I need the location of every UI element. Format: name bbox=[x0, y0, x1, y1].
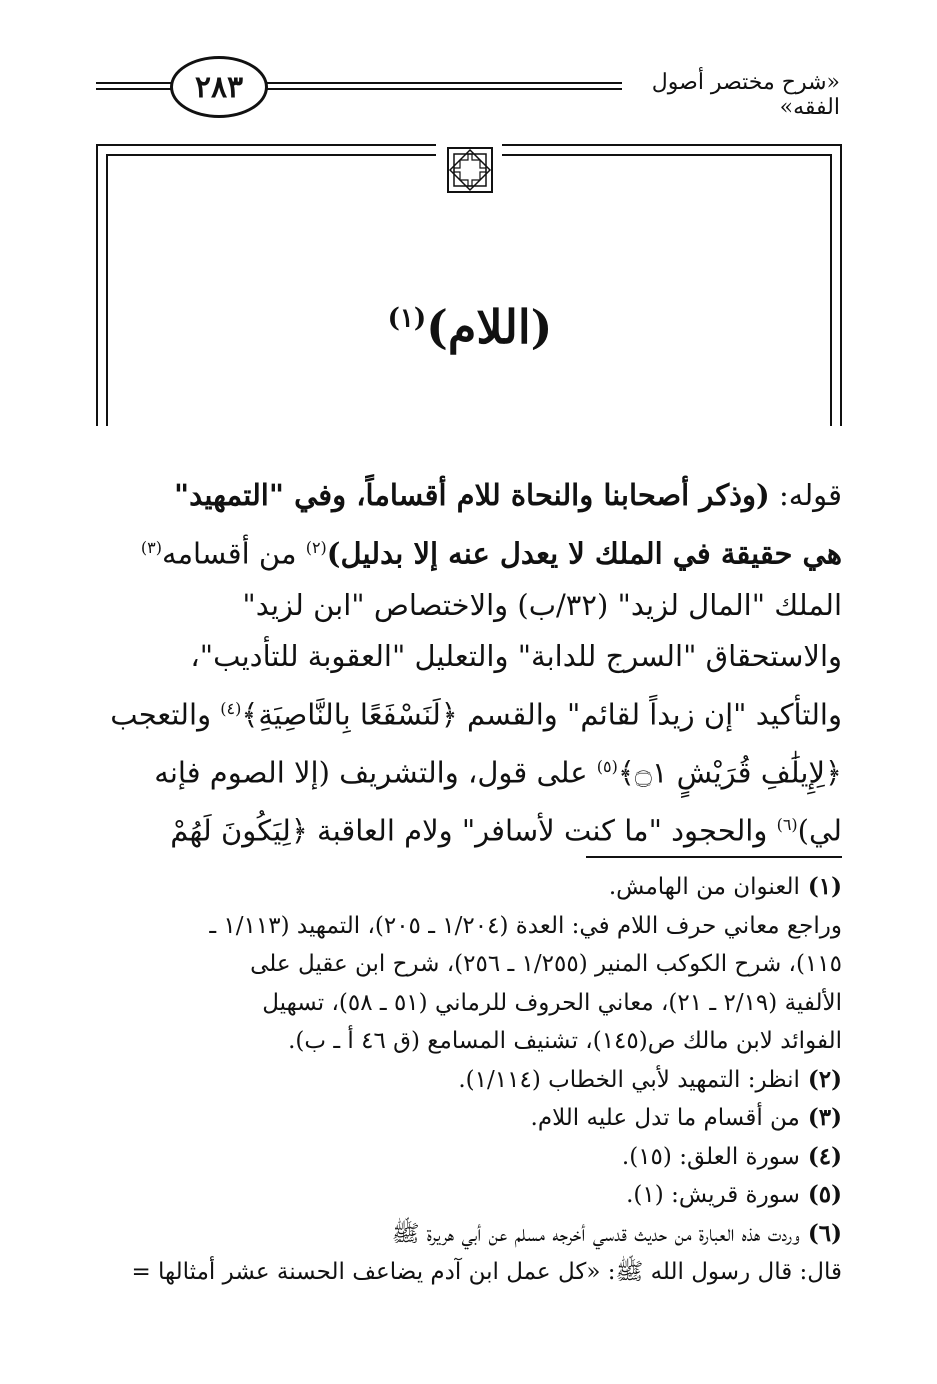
body-line bbox=[96, 683, 842, 741]
body-segment: والتعجب bbox=[110, 697, 221, 732]
body-line bbox=[96, 799, 842, 857]
footnote-number: (٣) bbox=[807, 1104, 842, 1131]
chapter-title-text: (اللام) bbox=[426, 300, 553, 354]
footnote-text: انظر: التمهيد لأبي الخطاب (١/١١٤). bbox=[458, 1066, 800, 1093]
footnote-5 bbox=[96, 1176, 842, 1215]
body-segment: والتأكيد "إن زيداً لقائم" والقسم ﴿لَنَسْفَعًا بِالنَّاصِيَةِ﴾ bbox=[241, 697, 842, 732]
footnote-ref: (٤) bbox=[220, 698, 242, 718]
body-line bbox=[96, 522, 842, 580]
footnote-6-line: قال: قال رسول الله ﷺ: «كل عمل ابن آدم يضاعف الحسنة عشر أمثالها = bbox=[131, 1259, 842, 1285]
footnote-ref: (٢) bbox=[305, 537, 327, 557]
footnote-number: (١) bbox=[807, 873, 842, 900]
body-segment: والحجود "ما كنت لأسافر" ولام العاقبة ﴿لِيَكُونَ لَهُمْ bbox=[170, 813, 777, 848]
footnote-text: سورة العلق: (١٥). bbox=[621, 1143, 800, 1170]
footnote-ref: (٥) bbox=[596, 756, 618, 776]
footnote-6 bbox=[96, 1215, 842, 1254]
body-line: الملك "المال لزيد" (٣٢/ب) والاختصاص "ابن لزيد" bbox=[242, 587, 842, 622]
frame-top-left-inner bbox=[108, 154, 436, 156]
body-segment: من أقسامه bbox=[161, 536, 306, 571]
quoted-text: هي حقيقة في الملك لا يعدل عنه إلا بدليل) bbox=[326, 536, 842, 571]
frame-right-outer bbox=[840, 144, 842, 426]
chapter-title bbox=[240, 300, 700, 354]
frame-left-inner bbox=[106, 154, 108, 426]
footnote-number: (٢) bbox=[807, 1065, 842, 1093]
body-text bbox=[96, 470, 842, 857]
footnote-ref: (٦) bbox=[776, 814, 798, 834]
footnote-4 bbox=[96, 1138, 842, 1177]
footnote-1-line: وراجع معاني حرف اللام في: العدة (١/٢٠٤ ـ ٢٠٥)، التمهيد (١/١١٣ ـ bbox=[209, 912, 842, 939]
running-title: «شرح مختصر أصول الفقه» bbox=[651, 70, 840, 120]
frame-right-inner bbox=[830, 154, 832, 426]
header-rule-middle bbox=[262, 82, 622, 90]
page-number: ٢٨٣ bbox=[170, 56, 268, 118]
footnotes bbox=[96, 868, 842, 1292]
header-rule-left bbox=[96, 82, 172, 90]
body-segment: لي) bbox=[797, 813, 842, 848]
footnote-text: العنوان من الهامش. bbox=[608, 874, 800, 900]
body-line: والاستحقاق "السرج للدابة" والتعليل "العقوبة للتأديب"، bbox=[190, 639, 842, 674]
footnote-2 bbox=[96, 1061, 842, 1100]
footnote-number: (٥) bbox=[807, 1181, 842, 1208]
body-segment: على قول، والتشريف (إلا الصوم فإنه bbox=[154, 755, 597, 790]
frame-left-outer bbox=[96, 144, 98, 426]
footnote-number: (٦) bbox=[807, 1219, 842, 1247]
frame-top-right-inner bbox=[502, 154, 830, 156]
footnote-ref: (٣) bbox=[140, 537, 162, 557]
body-line bbox=[96, 741, 842, 799]
quoted-text: (وذكر أصحابنا والنحاة للام أقساماً، وفي "التمهيد" bbox=[174, 478, 770, 512]
footnote-number: (٤) bbox=[807, 1142, 842, 1170]
footnote-1 bbox=[96, 868, 842, 907]
footnote-text: وردت هذه العبارة من حديث قدسي أخرجه مسلم عن أبي هريرة ﷺ bbox=[391, 1220, 800, 1247]
footnote-text: سورة قريش: (١). bbox=[626, 1182, 800, 1208]
body-segment: قوله: bbox=[769, 478, 842, 512]
ornament-icon bbox=[440, 140, 500, 200]
footnote-text: من أقسام ما تدل عليه اللام. bbox=[530, 1105, 800, 1131]
footnote-separator bbox=[586, 856, 842, 858]
footnote-1-line: الفوائد لابن مالك ص(١٤٥)، تشنيف المسامع (ق ٤٦ أ ـ ب). bbox=[288, 1028, 842, 1054]
chapter-footnote-ref: (١) bbox=[387, 303, 427, 334]
frame-top-left-outer bbox=[96, 144, 436, 146]
quran-verse: ﴿لِإِيلَٰفِ قُرَيْشٍ ۝١﴾ bbox=[617, 755, 842, 790]
frame-top-right-outer bbox=[502, 144, 842, 146]
body-line bbox=[96, 470, 842, 522]
footnote-1-line: ١١٥)، شرح الكوكب المنير (١/٢٥٥ ـ ٢٥٦)، شرح ابن عقيل على bbox=[250, 951, 842, 977]
footnote-3 bbox=[96, 1099, 842, 1138]
footnote-1-line: الألفية (٢/١٩ ـ ٢١)، معاني الحروف للرماني (٥١ ـ ٥٨)، تسهيل bbox=[262, 989, 842, 1016]
